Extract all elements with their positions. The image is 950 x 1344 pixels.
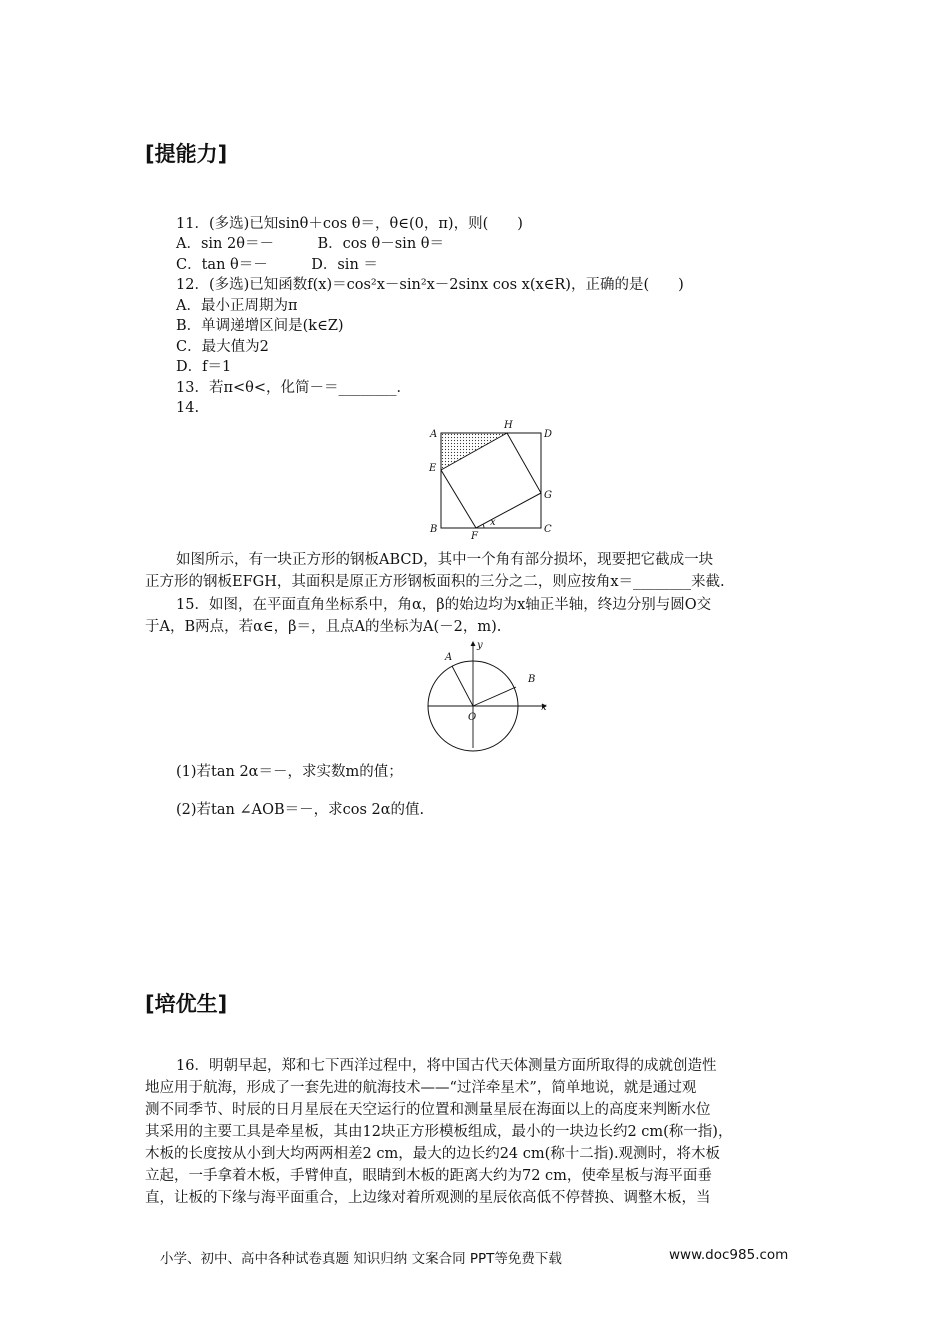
label-y: y — [477, 640, 483, 651]
label-d: D — [544, 429, 553, 440]
section-heading-ability: [提能力] — [145, 142, 228, 166]
footer-text: 小学、初中、高中各种试卷真题 知识归纳 文案合同 PPT等免费下载 — [160, 1251, 562, 1267]
square-figure — [420, 418, 560, 540]
section-heading-excellence: [培优生] — [145, 992, 228, 1016]
q12-option-a: A．最小正周期为π — [176, 298, 298, 314]
q16-line: 直，让板的下缘与海平面重合，上边缘对着所观测的星辰依高低不停替换、调整木板，当 — [145, 1190, 711, 1206]
label-g: G — [544, 490, 552, 501]
q14-text-line1: 如图所示，有一块正方形的钢板ABCD，其中一个角有部分损坏，现要把它截成一块 — [176, 552, 714, 568]
q16-line: 立起，一手拿着木板，手臂伸直，眼睛到木板的距离大约为72 cm，使牵星板与海平面垂 — [145, 1168, 712, 1184]
angle-x-arc — [483, 524, 484, 528]
q14-number: 14. — [176, 400, 200, 416]
q16-line: 其采用的主要工具是牵星板，其由12块正方形模板组成，最小的一块边长约2 cm(称一指)， — [145, 1124, 733, 1140]
q13-stem: 13．若π<θ<，化简－＝________． — [176, 380, 412, 396]
label-e: E — [429, 463, 437, 474]
label-a: A — [430, 429, 438, 440]
q14-text-line2: 正方形的钢板EFGH，其面积是原正方形钢板面积的三分之二，则应按角x＝________来截. — [145, 574, 725, 590]
q12-stem: 12．(多选)已知函数f(x)＝cos²x－sin²x－2sinx cos x(x∈R)，正确的是( ) — [176, 277, 684, 293]
circle-figure — [420, 640, 560, 752]
q16-line: 测不同季节、时辰的日月星辰在天空运行的位置和测量星辰在海面以上的高度来判断水位 — [145, 1102, 711, 1118]
q11-options-ab: A．sin 2θ＝－ B．cos θ－sin θ＝ — [176, 236, 444, 252]
q12-option-c: C．最大值为2 — [176, 339, 269, 355]
label-b: B — [430, 524, 438, 535]
q11-stem: 11．(多选)已知sinθ＋cos θ＝，θ∈(0，π)，则( ) — [176, 216, 523, 232]
ray-ob — [473, 687, 516, 706]
q16-line: 16．明朝早起，郑和七下西洋过程中，将中国古代天体测量方面所取得的成就创造性 — [176, 1058, 717, 1074]
label-b: B — [528, 674, 536, 685]
q16-line: 地应用于航海，形成了一套先进的航海技术——“过洋牵星术”，简单地说，就是通过观 — [145, 1080, 697, 1096]
y-axis-arrow — [471, 641, 476, 646]
label-f: F — [471, 531, 478, 540]
label-x: x — [541, 702, 547, 713]
label-o: O — [468, 712, 477, 723]
q11-options-cd: C．tan θ＝－ D．sin ＝ — [176, 257, 378, 273]
q12-option-b: B．单调递增区间是(k∈Z) — [176, 318, 344, 334]
q12-option-d: D．f＝1 — [176, 359, 232, 375]
label-x: x — [490, 517, 496, 528]
ray-oa — [452, 666, 473, 706]
q15-part1: (1)若tan 2α＝－，求实数m的值； — [176, 764, 403, 780]
footer-site-link[interactable]: www.doc985.com — [669, 1247, 789, 1263]
q15-text-line2: 于A，B两点，若α∈，β＝，且点A的坐标为A(－2，m). — [145, 619, 502, 635]
label-a: A — [445, 652, 453, 663]
label-h: H — [504, 420, 513, 431]
q15-text-line1: 15．如图，在平面直角坐标系中，角α，β的始边均为x轴正半轴，终边分别与圆O交 — [176, 597, 712, 613]
label-c: C — [544, 524, 552, 535]
q16-line: 木板的长度按从小到大均两两相差2 cm，最大的边长约24 cm(称十二指).观测时，将木板 — [145, 1146, 721, 1162]
q15-part2: (2)若tan ∠AOB＝－，求cos 2α的值. — [176, 802, 425, 818]
